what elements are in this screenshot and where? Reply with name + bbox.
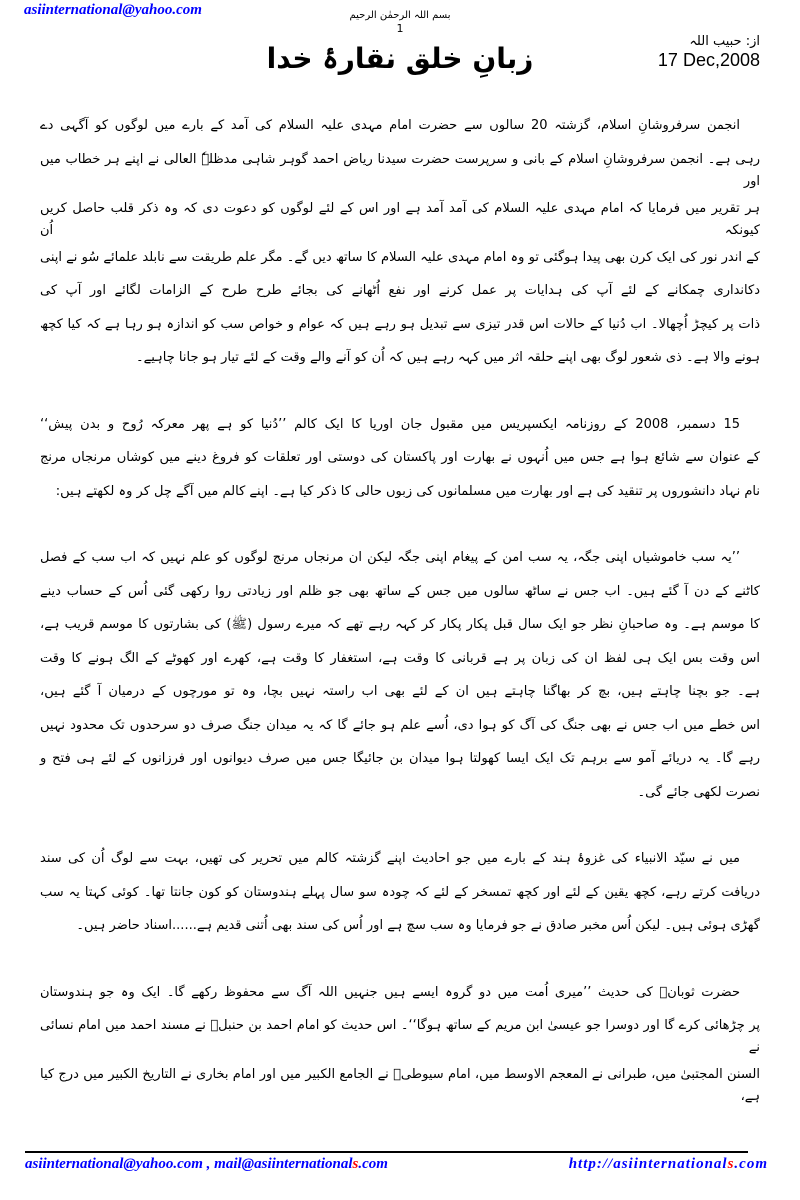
url-red-letter: s (727, 1156, 735, 1172)
text-line: پر چڑھائی کرے گا اور دوسرا جو عیسیٰ ابن مریم کے ساتھ ہوگا‘‘۔ اس حدیث کو امام احمد بن حنبلؒ نے مسند احمد میں امام نسائی نے (40, 1018, 760, 1055)
footer-separator: , (202, 1156, 215, 1172)
url-suffix: .com (734, 1156, 768, 1172)
text-line: رہے گا۔ یہ دریائے آمو سے برہم تک ایک ایسا کھولتا ہوا میدان بن جائیگا جس میں صرف دیوانوں اور فرزانوں کے لئے ہی فتح و (40, 751, 760, 766)
text-line: کے عنوان سے شائع ہوا ہے جس میں اُنہوں نے بھارت اور پاکستان کی دوستی اور تعلقات کو فروغ دینے میں کوشاں مرنجاں مرنج (40, 450, 760, 465)
text-line: اس وقت بس ایک ہی لفظ ان کی زبان پر ہے قربانی کا وقت ہے، استغفار کا وقت ہے، کھرے اور کھوٹے کے الگ ہونے کا وقت (40, 650, 760, 666)
text-line: کاٹنے کے دن آ گئے ہیں۔ اب جس نے ساٹھ سالوں میں جس کے ساتھ بھی جو ظلم اور زیادتی روا رکھی گئی اُس کے حساب دینے (40, 583, 760, 599)
text-line: ہونے والا ہے۔ ذی شعور لوگ بھی اپنے حلقہ اثر میں کہہ رہے ہیں کہ اُن کو آنے والے وقت کے لئے تیار ہو جانا چاہیے۔ (136, 350, 760, 365)
footer-email-1[interactable]: asiinternational@yahoo.com (25, 1156, 203, 1172)
footer-email-2[interactable] (214, 1156, 388, 1172)
footer-emails (25, 1156, 388, 1173)
email-2-red-letter: s (352, 1156, 359, 1172)
footer-divider (25, 1151, 748, 1153)
article-body (40, 110, 760, 1108)
text-line: میں نے سیّد الانبیاء کی غزوۂ ہند کے بارے میں جو احادیث اپنے گزشتہ کالم میں تحریر کی تھیں، بہت سے لوگ اُن کی سند (40, 851, 740, 866)
text-line: ہے۔ جو بچنا چاہتے ہیں، بچ کر بھاگنا چاہتے ہیں ان کے لئے بھی اب راستہ نہیں بچا، وہ تو مورچوں کے درمیان آ گئے ہیں، (40, 684, 760, 699)
text-line: نام نہاد دانشوروں پر تنقید کی ہے اور بھارت میں مسلمانوں کی زبوں حالی کا ذکر کیا ہے۔ اپنے کالم میں آگے چل کر وہ لکھتے ہیں: (55, 483, 760, 499)
date: 17 Dec,2008 (657, 50, 760, 70)
text-line: گھڑی ہوئی ہیں۔ لیکن اُس مخبر صادق نے جو فرمایا وہ سب سچ ہے اور اُس کی سند بھی اُتنی قدیم ہے......اسناد حاضر ہیں۔ (76, 918, 760, 933)
url-prefix: http://asiinternational (568, 1156, 728, 1172)
text-line: ذات پر کیچڑ اُچھالا۔ اب دُنیا کے حالات اس قدر تیزی سے تبدیل ہو رہے ہیں کہ عوام و خواص سب کو اندازہ ہو رہا ہے کہ کیا کچھ (40, 316, 760, 332)
header-email-link[interactable]: asiinternational@yahoo.com (24, 2, 202, 18)
bismillah: بسم اللہ الرحمٰن الرحیم (349, 10, 451, 21)
text-line: اس خطے میں اب جس نے بھی جنگ کی آگ کو ہوا دی، اُسے علم ہو جائے گا کہ یہ میدان جنگ صرف دو سرحدوں تک محدود نہیں (40, 717, 760, 733)
text-line: 15 دسمبر، 2008 کے روزنامہ ایکسپریس میں مقبول جان اوریا کا ایک کالم ’’دُنیا کو ہے پھر معرکہ رُوح و بدن پیش‘‘ (40, 416, 740, 432)
email-2-suffix: .com (358, 1156, 388, 1172)
email-2-prefix: mail@asiinternational (214, 1156, 353, 1172)
text-line: حضرت ثوبانؓ کی حدیث ’’میری اُمت میں دو گروہ ایسے ہیں جنہیں اللہ آگ سے محفوظ رکھے گا۔ ایک وہ جو ہندوستان (40, 984, 740, 1000)
text-line: رہی ہے۔ انجمن سرفروشانِ اسلام کے بانی و سرپرست حضرت سیدنا ریاض احمد گوہر شاہی مدظلہٗ العالی نے اپنے ہر خطاب میں اور (40, 151, 760, 189)
text-line: دریافت کرتے رہے، کچھ یقین کے لئے اور کچھ تمسخر کے لئے کہ چودہ سو سال پہلے ہندوستان کو کون جانتا تھا۔ کوئی کہتا یہ سب (40, 884, 760, 900)
text-line: ہر تقریر میں فرمایا کہ امام مہدی علیہ السلام کی آمد آمد ہے اور اس کے لئے لوگوں کو دعوت دی کہ وہ ذکر قلب حاصل کریں کیونکہ اُن (40, 200, 760, 238)
text-line: ’’یہ سب خاموشیاں اپنی جگہ، یہ سب امن کے پیغام اپنی جگہ لیکن ان مرنجاں مرنج لوگوں کو علم نہیں کہ اب سب کے فصل (40, 550, 740, 565)
text-line: نصرت لکھی جائے گی۔ (637, 784, 760, 800)
text-line: انجمن سرفروشانِ اسلام، گزشتہ 20 سالوں سے حضرت امام مہدی علیہ السلام کی آمد کے بارے میں لوگوں کو آگہی دے (40, 118, 740, 133)
page-title: زبانِ خلق نقارۂ خدا (266, 42, 534, 75)
text-line: کا موسم ہے۔ وہ صاحبانِ نظر جو ایک سال قبل پکار پکار کر کہہ رہے تھے کہ میرے رسول (ﷺ) کی بشارتوں کا موسم قریب ہے، (40, 617, 760, 632)
text-line: دکانداری چمکانے کے لئے آپ کی ہدایات پر عمل کرنے اور نفع اُٹھانے کی بجائے طرح طرح کے الزامات لگائے اور آپ کی (40, 283, 760, 298)
footer-website-link[interactable] (569, 1156, 768, 1173)
author: از: حبیب اللہ (689, 34, 760, 49)
text-line: السنن المجتبیٰ میں، طبرانی نے المعجم الاوسط میں، امام سیوطیؒ نے الجامع الکبیر میں اور امام بخاری نے التاریخ الکبیر میں درج کیا ہے، (40, 1067, 760, 1104)
page-number: 1 (396, 22, 404, 35)
text-line: کے اندر نور کی ایک کرن بھی پیدا ہوگئی تو وہ امام مہدی علیہ السلام کا ساتھ دیں گے۔ مگر علم طریقت سے نابلد علمائے سُو نے اپنی (40, 249, 760, 265)
